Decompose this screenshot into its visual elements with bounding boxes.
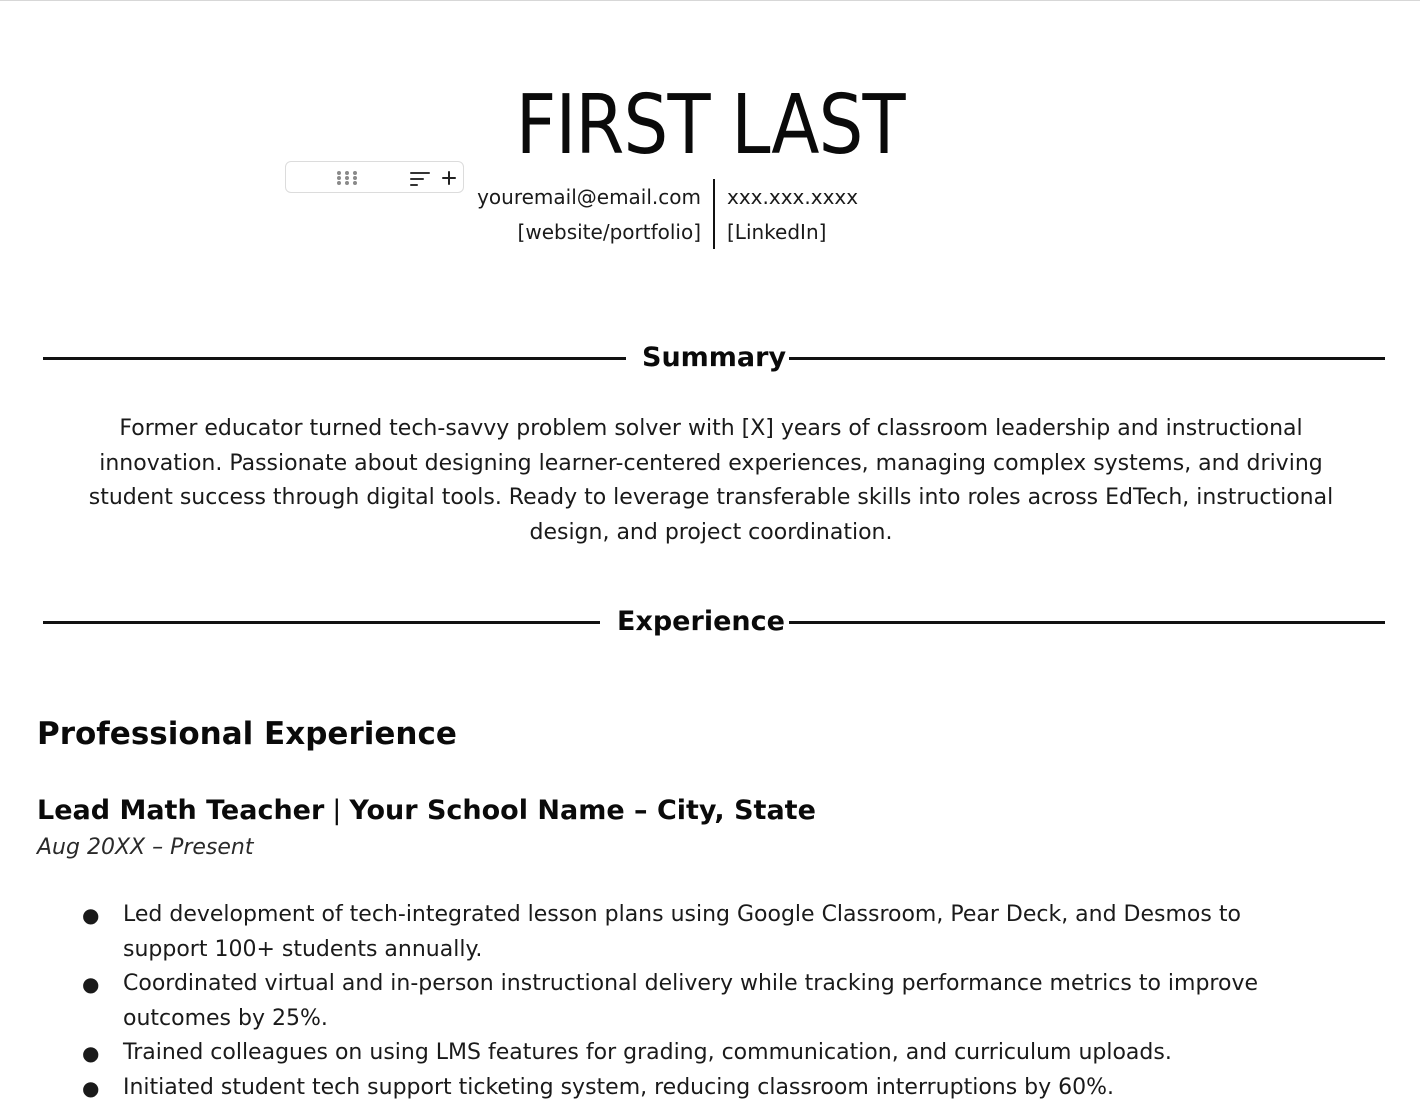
email-text: youremail@email.com xyxy=(477,185,701,209)
list-item xyxy=(0,898,1313,967)
summary-paragraph: Former educator turned tech-savvy problem solver with [X] years of classroom leadership and instructional innovation. Passionate about designing learner-centered experiences, managing complex systems, and driving student success through digital tools. Ready to leverage transferable skills into roles across EdTech, instructional design, and project coordination. xyxy=(88,416,1334,545)
contact-left-column xyxy=(477,180,701,250)
job-title-line xyxy=(37,791,816,831)
summary-heading: Summary xyxy=(642,342,787,373)
bullet-icon: ● xyxy=(82,903,100,927)
contact-divider xyxy=(713,179,715,249)
bullet-icon: ● xyxy=(82,1041,100,1065)
summary-rule-right xyxy=(789,357,1385,360)
experience-section-header xyxy=(43,602,1385,642)
website-text: [website/portfolio] xyxy=(517,220,701,244)
summary-rule-left xyxy=(43,357,626,360)
professional-experience-heading: Professional Experience xyxy=(37,716,457,752)
bullet-text: Coordinated virtual and in-person instructional delivery while tracking performance metrics to improve outcomes by 25%. xyxy=(123,971,1259,1031)
plus-icon[interactable] xyxy=(441,170,457,190)
bullet-icon: ● xyxy=(82,972,100,996)
experience-heading: Experience xyxy=(617,606,785,637)
resume-name: FIRST LAST xyxy=(515,78,905,173)
linkedin-text: [LinkedIn] xyxy=(727,220,827,244)
bullet-text: Led development of tech-integrated lesson plans using Google Classroom, Pear Deck, and Desmos to support 100+ students annually. xyxy=(123,902,1241,962)
block-toolbar[interactable] xyxy=(285,161,464,193)
job-bullet-list xyxy=(0,898,1420,1105)
list-item xyxy=(0,1071,1313,1106)
bullet-text: Initiated student tech support ticketing system, reducing classroom interruptions by 60%. xyxy=(123,1074,1115,1100)
job-role: Lead Math Teacher xyxy=(37,795,325,826)
bullet-text: Trained colleagues on using LMS features for grading, communication, and curriculum uploads. xyxy=(123,1040,1172,1065)
phone-text: xxx.xxx.xxxx xyxy=(727,185,859,209)
job-separator: | xyxy=(332,795,342,826)
bullet-icon: ● xyxy=(82,1075,100,1100)
contact-right-column xyxy=(727,180,858,250)
job-employer: Your School Name – City, State xyxy=(349,795,816,826)
experience-rule-left xyxy=(43,621,600,624)
sort-icon[interactable] xyxy=(409,171,431,191)
list-item xyxy=(0,967,1313,1036)
drag-handle-icon[interactable] xyxy=(336,170,358,190)
summary-section-header xyxy=(43,338,1385,378)
job-dates: Aug 20XX – Present xyxy=(37,835,254,860)
experience-rule-right xyxy=(789,621,1385,624)
top-border xyxy=(0,0,1420,1)
list-item xyxy=(0,1036,1313,1071)
